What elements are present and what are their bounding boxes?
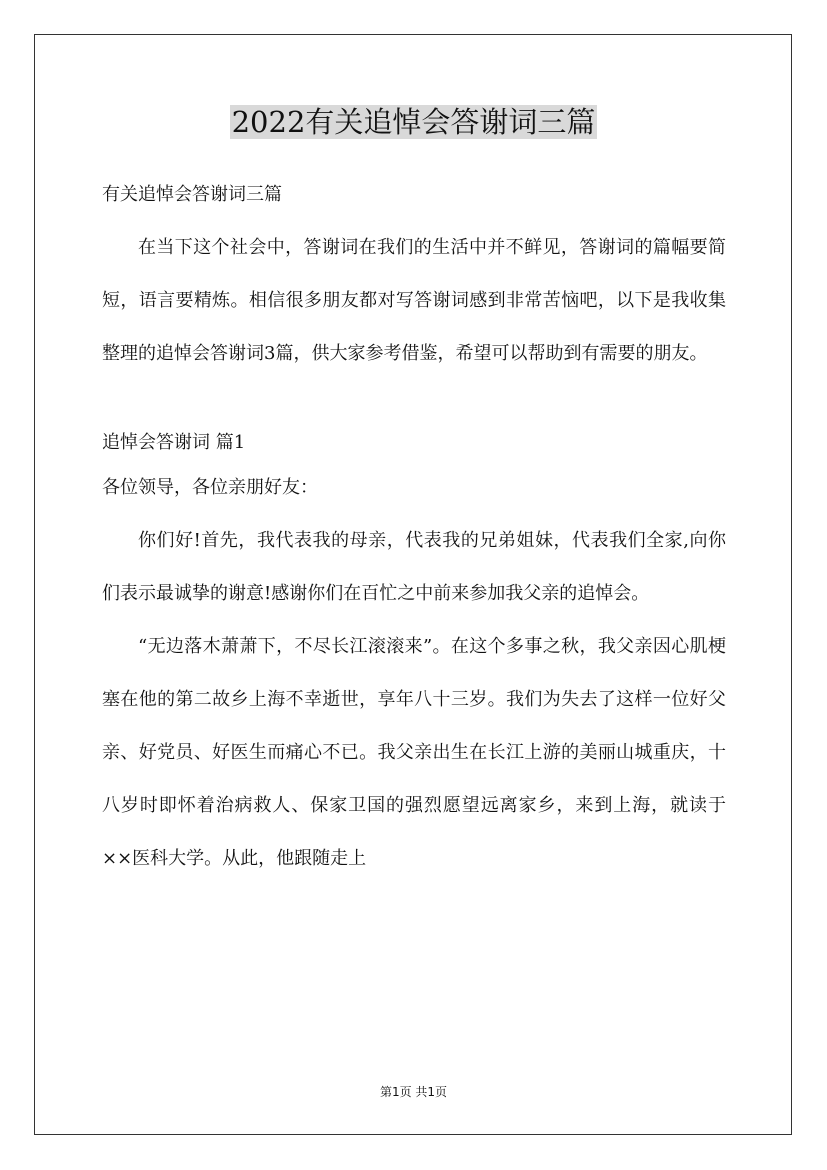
- document-body: [102, 176, 726, 885]
- page-footer: [0, 1084, 827, 1100]
- body-paragraph-2: “无边落木萧萧下，不尽长江滚滚来”。在这个多事之秋，我父亲因心肌梗塞在他的第二故乡上海不幸逝世，享年八十三岁。我们为失去了这样一位好父亲、好党员、好医生而痛心不已。我父亲出生在长江上游的美丽山城重庆，十八岁时即怀着治病救人、保家卫国的强烈愿望远离家乡，来到上海，就读于××医科大学。从此，他跟随走上: [102, 636, 726, 869]
- intro-paragraph: 在当下这个社会中，答谢词在我们的生活中并不鲜见，答谢词的篇幅要简短，语言要精炼。相信很多朋友都对写答谢词感到非常苦恼吧，以下是我收集整理的追悼会答谢词3篇，供大家参考借鉴，希望可以帮助到有需要的朋友。: [102, 237, 726, 364]
- section-heading: 追悼会答谢词 篇1: [102, 432, 246, 453]
- document-title-text: 2022有关追悼会答谢词三篇: [231, 105, 596, 139]
- spacer: [102, 380, 726, 424]
- document-subtitle: 有关追悼会答谢词三篇: [102, 184, 282, 205]
- page-number: 第1页 共1页: [379, 1085, 448, 1099]
- salutation: 各位领导，各位亲朋好友：: [102, 477, 318, 498]
- spacer: [102, 213, 726, 221]
- document-title: [0, 102, 827, 142]
- body-paragraph-1: 你们好!首先，我代表我的母亲，代表我的兄弟姐妹，代表我们全家,向你们表示最诚挚的谢意!感谢你们在百忙之中前来参加我父亲的追悼会。: [102, 530, 726, 604]
